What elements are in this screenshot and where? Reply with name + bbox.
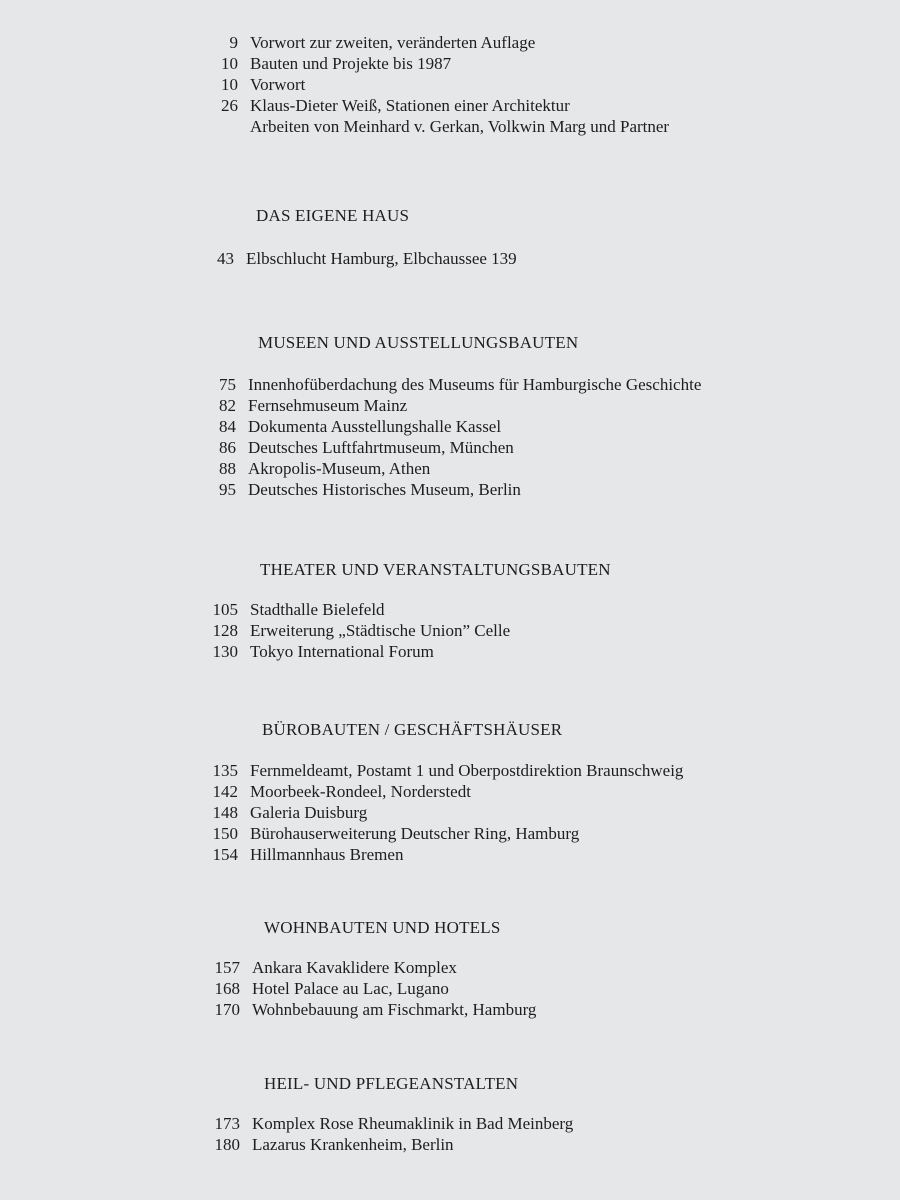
page-number: 130 — [212, 642, 238, 661]
entry-title: Dokumenta Ausstellungshalle Kassel — [248, 417, 502, 436]
page-number: 154 — [212, 845, 238, 864]
page-number: 142 — [212, 782, 238, 801]
toc-entry — [192, 999, 900, 1020]
entry-title: Klaus-Dieter Weiß, Stationen einer Architektur — [250, 96, 570, 115]
page-number: 84 — [219, 417, 236, 436]
toc-entry — [192, 1134, 900, 1155]
entry-title: Vorwort zur zweiten, veränderten Auflage — [250, 33, 536, 52]
toc-entry — [190, 641, 900, 662]
toc-entry — [188, 374, 900, 395]
page-number: 95 — [219, 480, 236, 499]
section-entries — [0, 599, 900, 662]
page-number: 157 — [214, 958, 240, 977]
section-heading: DAS EIGENE HAUS — [256, 206, 410, 225]
page-number: 173 — [214, 1114, 240, 1133]
entry-title: Bauten und Projekte bis 1987 — [250, 54, 452, 73]
toc-entry — [186, 248, 900, 269]
entry-title: Deutsches Historisches Museum, Berlin — [248, 480, 521, 499]
page-number: 9 — [229, 33, 238, 52]
section-entries — [0, 760, 900, 865]
toc-entry — [192, 978, 900, 999]
entry-title: Tokyo International Forum — [250, 642, 434, 661]
section-heading: HEIL- UND PFLEGEANSTALTEN — [264, 1074, 519, 1093]
page-number: 88 — [219, 459, 236, 478]
page-number: 10 — [221, 54, 238, 73]
section-entries — [0, 957, 900, 1020]
page-number: 26 — [221, 96, 238, 115]
toc-entry — [188, 416, 900, 437]
page-number: 75 — [219, 375, 236, 394]
toc-entry — [188, 437, 900, 458]
entry-title: Wohnbebauung am Fischmarkt, Hamburg — [252, 1000, 537, 1019]
page-number: 170 — [214, 1000, 240, 1019]
page-number: 86 — [219, 438, 236, 457]
page-number: 180 — [214, 1135, 240, 1154]
page-number: 82 — [219, 396, 236, 415]
page-number: 43 — [217, 249, 234, 268]
page-number: 168 — [214, 979, 240, 998]
toc-entry — [190, 823, 900, 844]
entry-title: Fernmeldeamt, Postamt 1 und Oberpostdirektion Braunschweig — [250, 761, 684, 780]
entry-title: Arbeiten von Meinhard v. Gerkan, Volkwin Marg und Partner — [250, 117, 670, 136]
entry-title: Elbschlucht Hamburg, Elbchaussee 139 — [246, 249, 517, 268]
entry-title: Hillmannhaus Bremen — [250, 845, 404, 864]
entry-title: Moorbeek-Rondeel, Norderstedt — [250, 782, 471, 801]
entry-title: Ankara Kavaklidere Komplex — [252, 958, 457, 977]
section-heading: BÜROBAUTEN / GESCHÄFTSHÄUSER — [262, 720, 563, 739]
toc-entry — [192, 957, 900, 978]
entry-title: Fernsehmuseum Mainz — [248, 396, 408, 415]
entry-title: Lazarus Krankenheim, Berlin — [252, 1135, 454, 1154]
toc-entry — [188, 395, 900, 416]
page-number: 148 — [212, 803, 238, 822]
entry-title: Stadthalle Bielefeld — [250, 600, 385, 619]
section-heading: THEATER UND VERANSTALTUNGSBAUTEN — [260, 560, 611, 579]
page-number: 10 — [221, 75, 238, 94]
entry-title: Komplex Rose Rheumaklinik in Bad Meinberg — [252, 1114, 574, 1133]
entry-title: Hotel Palace au Lac, Lugano — [252, 979, 449, 998]
toc-entry-continuation — [190, 116, 900, 137]
page-number: 135 — [212, 761, 238, 780]
entry-title: Innenhofüberdachung des Museums für Hamburgische Geschichte — [248, 375, 702, 394]
toc-entry — [190, 32, 900, 53]
toc-entry — [188, 458, 900, 479]
toc-entry — [190, 620, 900, 641]
toc-entry — [192, 1113, 900, 1134]
section-heading: WOHNBAUTEN UND HOTELS — [264, 918, 501, 937]
entry-title: Vorwort — [250, 75, 306, 94]
section-entries — [0, 374, 900, 500]
intro-list — [0, 32, 900, 137]
page-number: 150 — [212, 824, 238, 843]
toc-entry — [190, 53, 900, 74]
entry-title: Akropolis-Museum, Athen — [248, 459, 431, 478]
toc-entry — [190, 844, 900, 865]
toc-entry — [190, 599, 900, 620]
page-number: 128 — [212, 621, 238, 640]
section-entries — [0, 248, 900, 269]
toc-entry — [190, 781, 900, 802]
entry-title: Galeria Duisburg — [250, 803, 368, 822]
toc-entry — [190, 760, 900, 781]
toc-entry — [190, 802, 900, 823]
toc-entry — [188, 479, 900, 500]
page-number: 105 — [212, 600, 238, 619]
section-heading: MUSEEN UND AUSSTELLUNGSBAUTEN — [258, 333, 579, 352]
toc-entry — [190, 74, 900, 95]
toc-entry — [190, 95, 900, 116]
section-entries — [0, 1113, 900, 1155]
entry-title: Bürohauserweiterung Deutscher Ring, Hamburg — [250, 824, 580, 843]
entry-title: Deutsches Luftfahrtmuseum, München — [248, 438, 514, 457]
entry-title: Erweiterung „Städtische Union” Celle — [250, 621, 511, 640]
